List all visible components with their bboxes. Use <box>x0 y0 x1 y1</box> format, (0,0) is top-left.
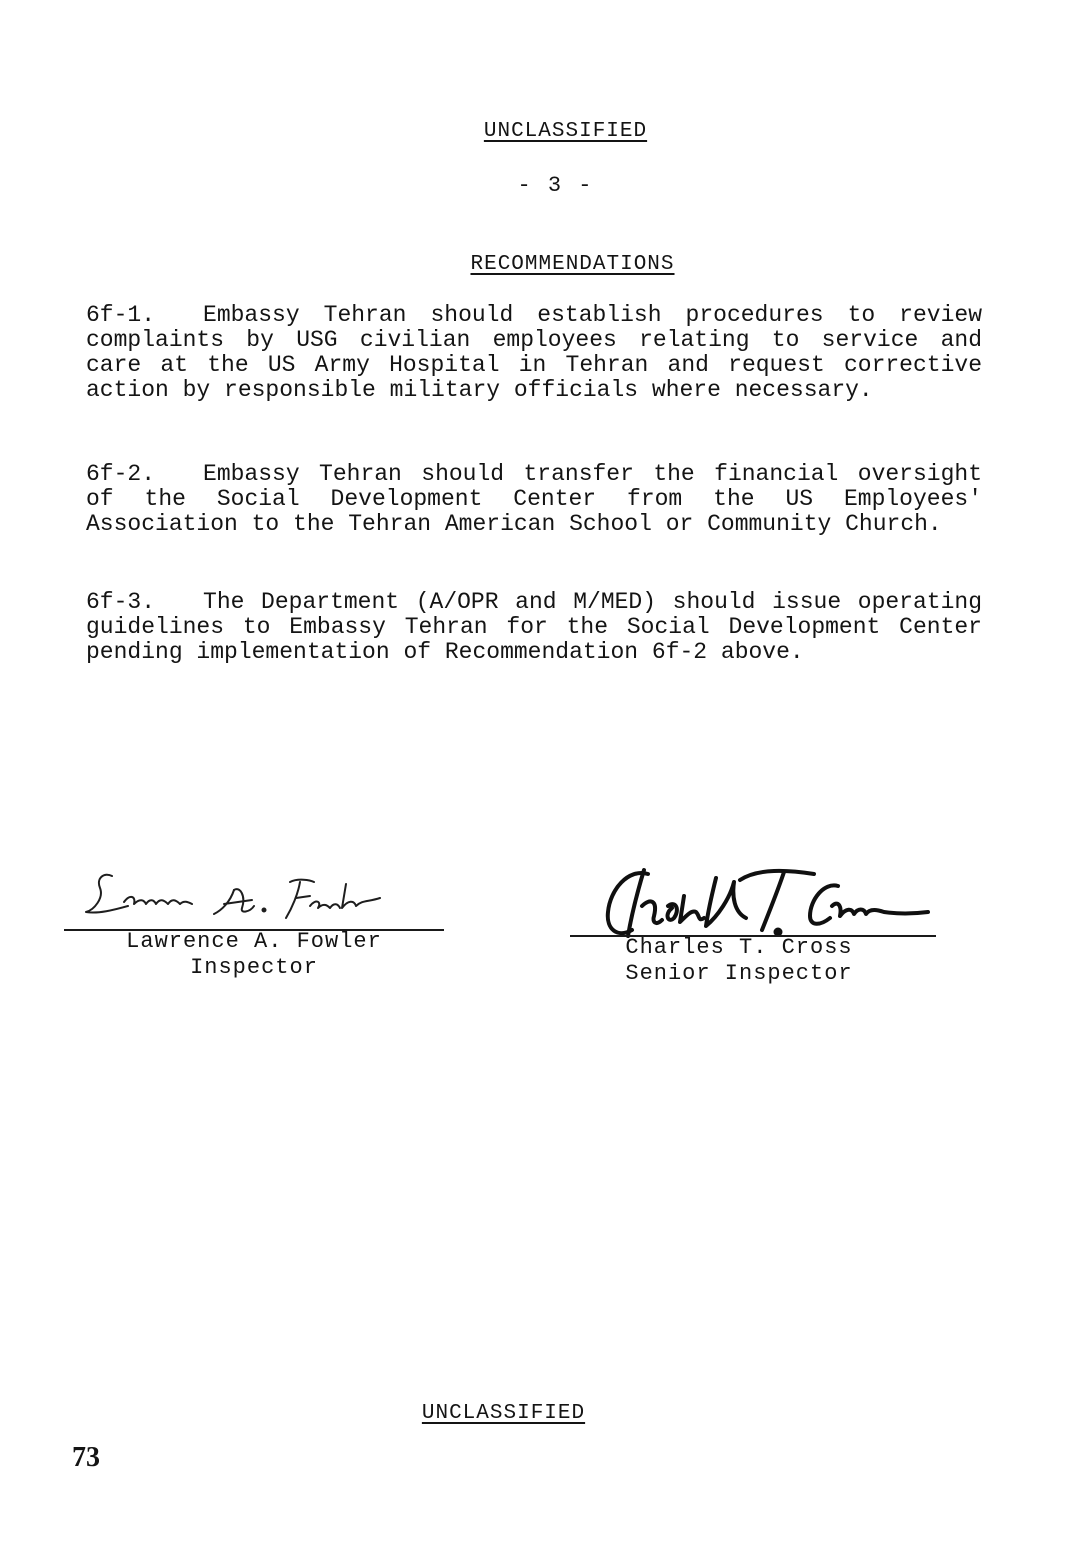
classification-footer: UNCLASSIFIED <box>421 1402 586 1425</box>
recommendation-text: Embassy Tehran should transfer the financial oversight of the Social Development Center from the US Employees' Association to the Tehran American School or Community Church. <box>86 461 982 537</box>
page-number: 73 <box>72 1442 100 1473</box>
recommendation-6f-2 <box>86 462 982 537</box>
signer-title-fowler: Inspector <box>190 955 318 980</box>
signer-title-cross: Senior Inspector <box>625 961 853 986</box>
page-marker: - 3 - <box>517 173 594 198</box>
signature-fowler <box>84 862 394 932</box>
recommendation-id: 6f-3. <box>86 589 156 615</box>
recommendation-id: 6f-1. <box>86 302 156 328</box>
classification-header: UNCLASSIFIED <box>483 120 648 143</box>
signer-name-fowler: Lawrence A. Fowler <box>126 929 382 954</box>
recommendation-text: The Department (A/OPR and M/MED) should issue operating guidelines to Embassy Tehran for the Social Development Center pending implementation of Recommendation 6f-2 above. <box>86 589 982 665</box>
recommendation-id: 6f-2. <box>86 461 156 487</box>
recommendation-6f-1 <box>86 303 982 403</box>
signer-name-cross: Charles T. Cross <box>625 935 853 960</box>
section-title: RECOMMENDATIONS <box>470 253 675 276</box>
recommendation-6f-3 <box>86 590 982 665</box>
recommendation-text: Embassy Tehran should establish procedures to review complaints by USG civilian employees relating to service and care at the US Army Hospital in Tehran and request corrective action by responsible military officials where necessary. <box>86 302 982 403</box>
